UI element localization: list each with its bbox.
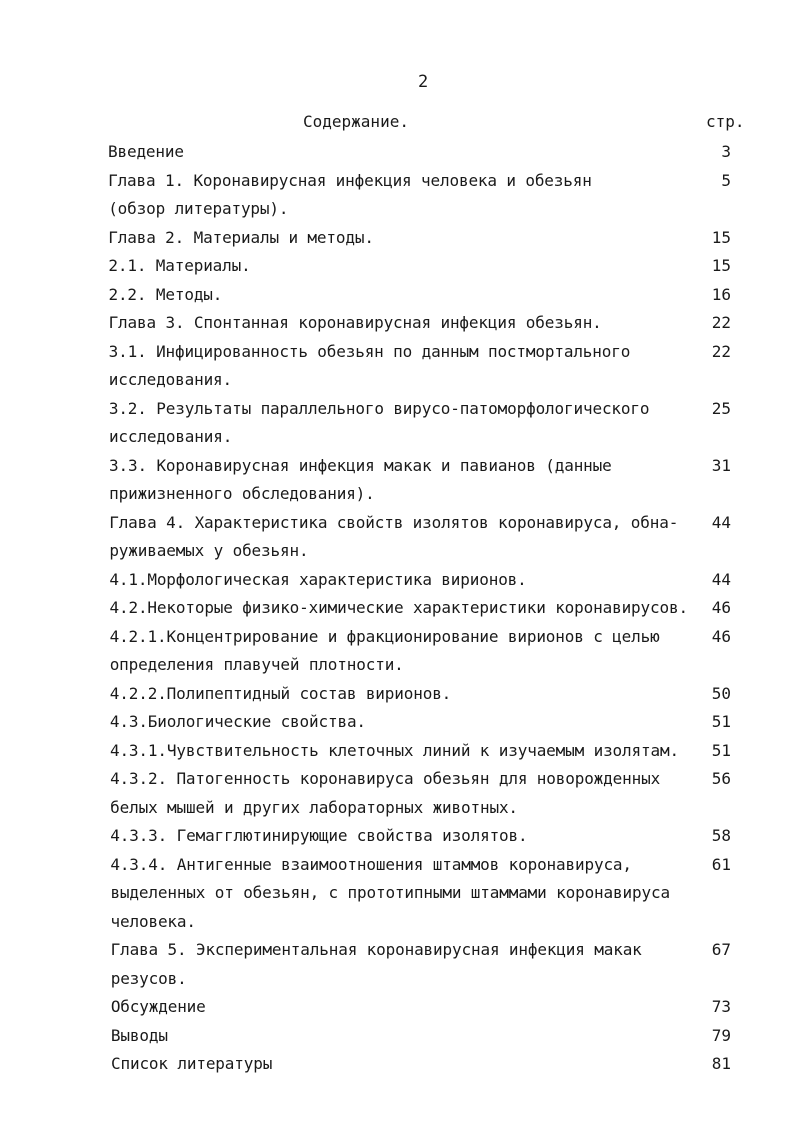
toc-entry-page: 22 — [711, 313, 731, 332]
toc-entry — [0, 252, 793, 281]
toc-entry-title: исследования. — [108, 427, 233, 446]
toc-entry-title: 4.2.Некоторые физико-химические характеристики коронавирусов. — [109, 598, 688, 617]
toc-entry-title: 4.1.Морфологическая характеристика вирионов. — [109, 569, 527, 589]
toc-entry — [0, 737, 793, 766]
toc-entry-title: 2.2. Методы. — [108, 284, 223, 304]
toc-entry-title: 2.1. Материалы. — [108, 256, 251, 275]
page-column-header: стр. — [706, 112, 745, 131]
toc-title: Содержание. — [303, 112, 409, 131]
toc-entry-page: 56 — [711, 769, 731, 788]
toc-line — [0, 965, 793, 994]
toc-entry-title: Выводы — [110, 1025, 168, 1045]
toc-entry-title: 4.2.2.Полипептидный состав вирионов. — [109, 683, 452, 703]
toc-line — [0, 822, 793, 851]
toc-entry — [0, 594, 793, 623]
toc-entry-page: 79 — [711, 1025, 731, 1045]
toc-entry-title: 3.3. Коронавирусная инфекция макак и павианов (данные — [109, 455, 612, 475]
toc-entry — [0, 1050, 793, 1079]
toc-entry-page: 46 — [711, 626, 731, 646]
toc-entry-page: 61 — [711, 854, 731, 874]
toc-line — [0, 651, 793, 680]
toc-line — [0, 879, 793, 908]
toc-entry — [0, 338, 793, 395]
toc-entry-title: человека. — [110, 911, 196, 931]
table-of-contents — [0, 138, 793, 1079]
toc-entry — [0, 765, 793, 822]
toc-line — [0, 509, 793, 538]
toc-entry-title: 4.2.1.Концентрирование и фракционирование вирионов с целью — [109, 626, 660, 646]
toc-line — [0, 993, 793, 1022]
toc-entry — [0, 395, 793, 452]
toc-line — [0, 480, 793, 509]
toc-entry-page: 31 — [711, 455, 731, 475]
toc-line — [0, 1022, 793, 1051]
toc-entry — [0, 281, 793, 310]
toc-line — [0, 680, 793, 709]
toc-entry-title: 4.3.2. Патогенность коронавируса обезьян для новорожденных — [110, 769, 661, 788]
toc-line — [0, 623, 793, 652]
toc-line — [0, 936, 793, 965]
toc-line — [0, 366, 793, 395]
toc-entry — [0, 167, 793, 224]
toc-line — [0, 338, 793, 367]
toc-line — [0, 224, 793, 253]
toc-entry-page: 44 — [711, 569, 731, 589]
toc-entry-title: 3.1. Инфицированность обезьян по данным постмортального — [108, 341, 631, 361]
toc-entry-page: 50 — [711, 683, 731, 703]
toc-entry — [0, 509, 793, 566]
toc-line — [0, 395, 793, 424]
toc-line — [0, 851, 793, 880]
toc-entry-title: 3.2. Результаты параллельного вирусо-патоморфологического — [108, 398, 650, 418]
toc-line — [0, 309, 793, 338]
toc-entry-title: Глава 3. Спонтанная коронавирусная инфекция обезьян. — [108, 313, 602, 332]
toc-line — [0, 423, 793, 452]
toc-entry-page: 16 — [711, 284, 731, 304]
toc-line — [0, 138, 793, 167]
toc-entry-page: 25 — [711, 398, 731, 418]
toc-entry-title: исследования. — [108, 370, 233, 389]
toc-entry-title: Обсуждение — [110, 997, 206, 1016]
toc-line — [0, 566, 793, 595]
toc-entry-page: 22 — [711, 341, 731, 361]
toc-entry-page: 15 — [711, 256, 731, 275]
toc-entry-page: 67 — [711, 940, 731, 959]
toc-entry — [0, 138, 793, 167]
toc-line — [0, 452, 793, 481]
toc-entry-page: 51 — [711, 740, 731, 760]
toc-entry-title: Список литературы — [111, 1054, 273, 1073]
toc-entry-title: 4.3.4. Антигенные взаимоотношения штаммов коронавируса, — [110, 854, 632, 874]
toc-line — [0, 594, 793, 623]
toc-line — [0, 737, 793, 766]
toc-line — [0, 765, 793, 794]
toc-entry — [0, 993, 793, 1022]
toc-line — [0, 908, 793, 937]
toc-entry-title: 4.3.1.Чувствительность клеточных линий к изучаемым изолятам. — [109, 740, 679, 760]
toc-entry-page: 73 — [711, 997, 731, 1016]
toc-entry-page: 15 — [711, 227, 731, 247]
toc-entry-title: Глава 4. Характеристика свойств изолятов коронавируса, обна- — [109, 512, 679, 532]
toc-entry-title: выделенных от обезьян, с прототипными штаммами коронавируса — [110, 883, 670, 902]
toc-entry — [0, 566, 793, 595]
page-number: 2 — [418, 72, 429, 92]
toc-entry-page: 81 — [711, 1054, 731, 1073]
toc-entry-title: 4.3.3. Гемагглютинирующие свойства изолятов. — [110, 826, 528, 845]
toc-line — [0, 252, 793, 281]
toc-entry-title: резусов. — [110, 968, 187, 988]
toc-entry — [0, 623, 793, 680]
toc-entry-page: 46 — [711, 598, 731, 617]
toc-entry — [0, 936, 793, 993]
toc-line — [0, 794, 793, 823]
toc-entry — [0, 452, 793, 509]
toc-line — [0, 1050, 793, 1079]
toc-entry-page: 44 — [711, 512, 731, 532]
toc-entry-title: определения плавучей плотности. — [109, 655, 404, 674]
toc-entry — [0, 822, 793, 851]
toc-entry-title: (обзор литературы). — [108, 199, 289, 218]
toc-entry — [0, 708, 793, 737]
toc-entry-title: Глава 2. Материалы и методы. — [108, 227, 374, 247]
toc-entry-title: белых мышей и других лабораторных животных. — [110, 797, 518, 817]
toc-entry-page: 3 — [721, 142, 731, 161]
toc-line — [0, 281, 793, 310]
toc-entry-page: 58 — [711, 826, 731, 845]
toc-entry-title: прижизненного обследования). — [109, 484, 375, 503]
toc-entry-title: Глава 5. Экспериментальная коронавирусная инфекция макак — [110, 940, 642, 959]
toc-entry — [0, 680, 793, 709]
toc-entry-page: 51 — [711, 712, 731, 731]
toc-entry-title: Глава 1. Коронавирусная инфекция человека и обезьян — [108, 170, 592, 190]
toc-line — [0, 537, 793, 566]
toc-entry — [0, 1022, 793, 1051]
toc-line — [0, 195, 793, 224]
toc-entry-title: Введение — [108, 142, 184, 161]
toc-line — [0, 167, 793, 196]
toc-entry — [0, 851, 793, 937]
toc-entry-title: руживаемых у обезьян. — [109, 541, 309, 560]
toc-entry — [0, 309, 793, 338]
toc-entry-title: 4.3.Биологические свойства. — [109, 712, 366, 731]
toc-line — [0, 708, 793, 737]
toc-entry-page: 5 — [721, 170, 731, 190]
toc-entry — [0, 224, 793, 253]
